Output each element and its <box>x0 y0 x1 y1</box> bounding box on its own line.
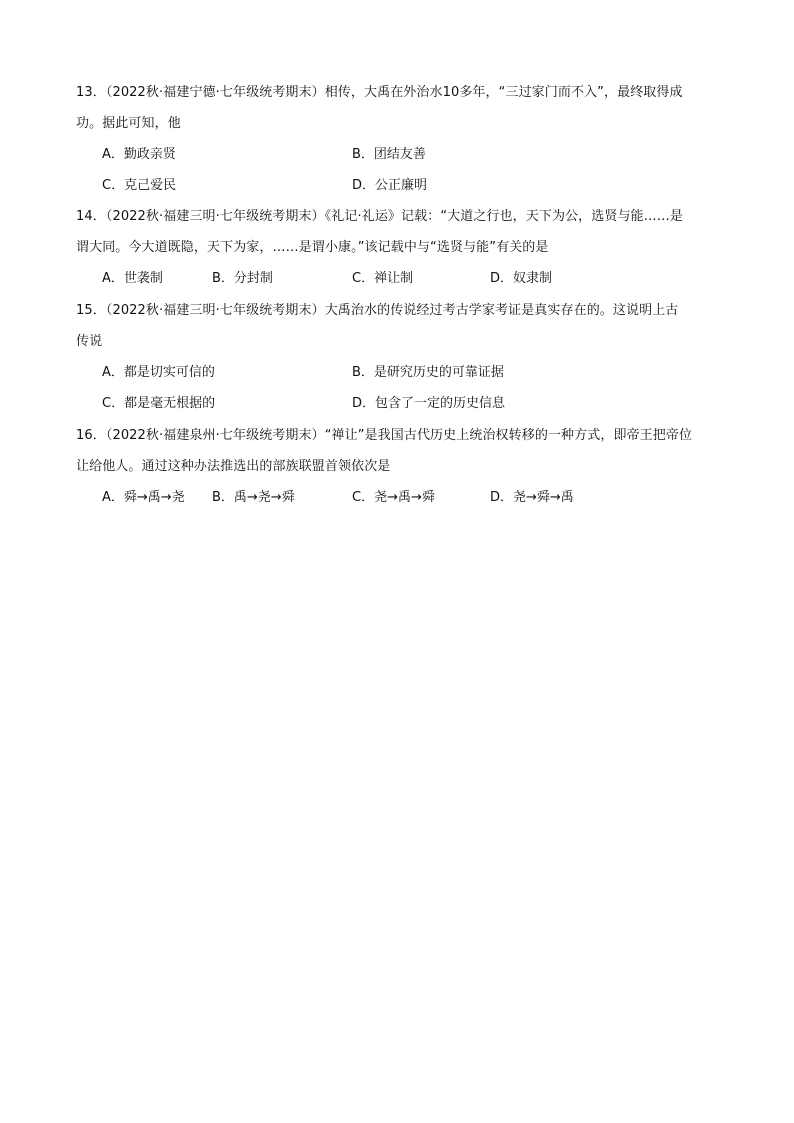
question-14-option-a: A．世袭制 <box>102 271 163 286</box>
question-15-stem-line-2: 传说 <box>76 334 103 349</box>
question-14-option-d: D．奴隶制 <box>490 271 553 286</box>
question-14-stem-line-1: 14．（2022秋·福建三明·七年级统考期末）《礼记·礼运》记载：“大道之行也，天下为公，选贤与能……是 <box>76 209 683 224</box>
question-14-option-c: C．禅让制 <box>352 271 414 286</box>
question-13-option-c: C．克己爱民 <box>102 178 177 193</box>
question-14-stem-line-2: 谓大同。今大道既隐，天下为家，……是谓小康。”该记载中与“选贤与能”有关的是 <box>76 240 549 255</box>
question-16-option-c: C．尧→禹→舜 <box>352 490 435 505</box>
question-13-option-d: D．公正廉明 <box>352 178 428 193</box>
question-15-stem-line-1: 15．（2022秋·福建三明·七年级统考期末）大禹治水的传说经过考古学家考证是真实存在的。这说明上古 <box>76 303 679 318</box>
question-13-option-b: B．团结友善 <box>352 147 426 162</box>
question-16-stem-line-2: 让给他人。通过这种办法推选出的部族联盟首领依次是 <box>76 459 391 474</box>
question-13-option-a: A．勤政亲贤 <box>102 147 176 162</box>
question-15-option-a: A．都是切实可信的 <box>102 365 215 380</box>
question-15-option-b: B．是研究历史的可靠证据 <box>352 365 504 380</box>
question-16-stem-line-1: 16．（2022秋·福建泉州·七年级统考期末）“禅让”是我国古代历史上统治权转移的一种方式，即帝王把帝位 <box>76 428 693 443</box>
question-13-stem-line-2: 功。据此可知，他 <box>76 116 181 131</box>
question-15-option-d: D．包含了一定的历史信息 <box>352 396 506 411</box>
question-13-stem-line-1: 13．（2022秋·福建宁德·七年级统考期末）相传，大禹在外治水10多年，“三过家门而不入”，最终取得成 <box>76 85 683 100</box>
question-16-option-a: A．舜→禹→尧 <box>102 490 185 505</box>
question-15-option-c: C．都是毫无根据的 <box>102 396 216 411</box>
question-16-option-d: D．尧→舜→禹 <box>490 490 574 505</box>
question-16-option-b: B．禹→尧→舜 <box>212 490 295 505</box>
question-14-option-b: B．分封制 <box>212 271 273 286</box>
